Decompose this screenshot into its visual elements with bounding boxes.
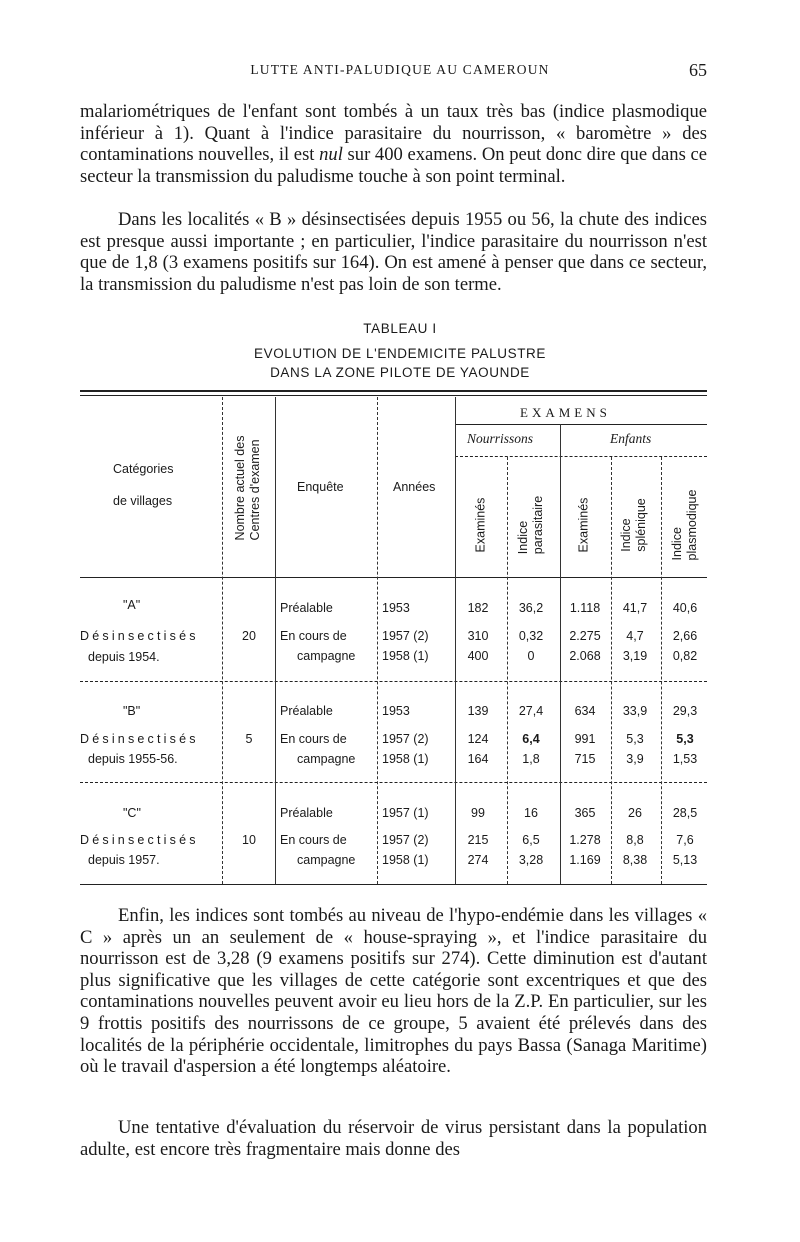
running-head [0,62,800,86]
table-title-line2: DANS LA ZONE PILOTE DE YAOUNDE [270,365,530,380]
header-bottom-rule [80,577,707,578]
header-indice-splenique-1: Indice [619,518,633,552]
group-b-row2-e-exam: 991 [574,732,596,746]
table-bottom-rule [80,884,707,885]
group-a-label: "A" [123,598,141,612]
group-b-row2-n-ip: 6,4 [522,732,540,746]
group-c-row2-e-is: 8,8 [626,833,644,847]
group-b-row1-e-is: 33,9 [622,704,648,718]
header-annees: Années [393,480,436,494]
group-b-row2-enquete: En cours de [280,732,347,746]
group-a-row1-e-is: 41,7 [622,601,648,615]
group-a-row3-annee: 1958 (1) [382,649,429,663]
group-a-row2-e-exam: 2.275 [569,629,601,643]
header-indice-plasmodique-1: Indice [670,527,684,561]
group-c-row1-annee: 1957 (1) [382,806,429,820]
group-a-row2-enquete: En cours de [280,629,347,643]
header-indice-parasitaire-1: Indice [516,520,530,555]
group-b-row2-e-ipl: 5,3 [676,732,694,746]
group-c-row2-annee: 1957 (2) [382,833,429,847]
header-e-examines-text: Examinés [576,497,591,553]
group-b-bottom-rule [80,782,707,783]
group-a-row2-e-is: 4,7 [626,629,644,643]
group-b-row1-enquete: Préalable [280,704,333,718]
paragraph-4: Une tentative d'évaluation du réservoir de virus persistant dans la population adulte, est encore très fragmentaire mais donne des [80,1117,707,1160]
header-nombre-1: Nombre actuel des [233,435,247,541]
header-enquete: Enquête [297,480,344,494]
header-indice-parasitaire-2: parasitaire [531,495,545,555]
group-a-centres: 20 [242,629,256,643]
examens-underline [455,424,707,425]
group-a-row2-n-ip: 0,32 [518,629,544,643]
group-c-desc: Désinsectisés [80,833,199,847]
table-top-rule-thin [80,395,707,396]
group-b-row3-e-exam: 715 [574,752,596,766]
group-b-desc: Désinsectisés [80,732,199,746]
group-c-row2-n-exam: 215 [467,833,489,847]
group-b-row2-e-is: 5,3 [626,732,644,746]
header-n-examines [474,498,489,553]
header-indice-parasitaire [516,496,546,554]
group-b-since: depuis 1955-56. [88,752,178,766]
group-c-row2-n-ip: 6,5 [522,833,540,847]
group-a-row2-e-ipl: 2,66 [672,629,698,643]
group-a-desc: Désinsectisés [80,629,199,643]
group-a-row3-n-ip: 0 [527,649,535,663]
group-a-row3-e-is: 3,19 [622,649,648,663]
group-b-row3-n-ip: 1,8 [522,752,540,766]
group-b-row3-e-is: 3,9 [626,752,644,766]
group-a-row1-annee: 1953 [382,601,410,615]
paragraph-1-emphasis: nul [319,144,343,166]
group-b-row3-n-exam: 164 [467,752,489,766]
header-nombre [233,436,263,541]
group-c-row1-e-ipl: 28,5 [672,806,698,820]
group-a-row3-e-exam: 2.068 [569,649,601,663]
subgroup-underline [455,456,707,457]
group-a-row1-enquete: Préalable [280,601,333,615]
paragraph-3: Enfin, les indices sont tombés au niveau de l'hypo-endémie dans les villages « C » après un an seulement de « house-spraying », et l'indice parasitaire du nourrisson est de 3,28 (9 examens positifs sur 274). Cette diminution est d'autant plus significative que les villages de cette catégorie sont excentriques et que des contaminations nouvelles peuvent avoir eu lieu hors de la Z.P. En particulier, sur les 9 frottis positifs des nourrissons de ce groupe, 5 avaient été prélevés dans des localités de la périphérie occidentale, limitrophes du pays Bassa (Sanaga Maritime) où le travail d'aspersion a été longtemps aléatoire. [80,905,707,1078]
group-c-row3-enquete: campagne [297,853,356,867]
header-indice-splenique-2: splénique [634,498,648,552]
group-b-centres: 5 [245,732,253,746]
header-categories-1: Catégories [113,462,174,476]
group-a-row3-enquete: campagne [297,649,356,663]
group-b-row2-annee: 1957 (2) [382,732,429,746]
paragraph-2: Dans les localités « B » désinsectisées depuis 1955 ou 56, la chute des indices est presque aussi importante ; en particulier, l'indice parasitaire du nourrisson n'est que de 1,8 (3 examens positifs sur 164). On est amené à penser que dans ce secteur, la transmission du paludisme n'est pas loin de son terme. [80,209,707,295]
paragraph-1-text-end: sur 400 examens. On peut donc dire que dans ce secteur la transmission du paludisme touche à son point terminal. [80,144,707,187]
group-c-since: depuis 1957. [88,853,160,867]
table-title-line1: EVOLUTION DE L'ENDEMICITE PALUSTRE [253,346,547,361]
group-c-row3-e-ipl: 5,13 [672,853,698,867]
group-c-label: "C" [123,806,141,820]
group-c-row3-e-exam: 1.169 [569,853,601,867]
group-c-row2-enquete: En cours de [280,833,347,847]
header-e-examines [577,498,592,553]
table-top-rule [80,390,707,392]
group-c-row1-e-is: 26 [628,806,642,820]
page-number: 65 [689,60,707,80]
group-c-row1-enquete: Préalable [280,806,333,820]
group-b-label: "B" [123,704,141,718]
group-b-row3-annee: 1958 (1) [382,752,429,766]
paragraph-1 [80,101,707,187]
group-b-row1-e-ipl: 29,3 [672,704,698,718]
group-c-centres: 10 [242,833,256,847]
group-a-row1-e-ipl: 40,6 [672,601,698,615]
group-b-row3-e-ipl: 1,53 [672,752,698,766]
group-c-row2-e-ipl: 7,6 [676,833,694,847]
group-a-since: depuis 1954. [88,650,160,664]
group-a-row2-n-exam: 310 [467,629,489,643]
group-b-row1-annee: 1953 [382,704,410,718]
group-a-row1-n-exam: 182 [467,601,489,615]
group-b-row1-n-exam: 139 [467,704,489,718]
group-b-row1-n-ip: 27,4 [518,704,544,718]
paragraph-1-text: malariométriques de l'enfant sont tombés à un taux très bas (indice plasmodique inférieur à 1). Quant à l'indice parasitaire du nourrisson, « baromètre » des contaminations nouvelles, il est [80,101,707,166]
group-c-row2-e-exam: 1.278 [569,833,601,847]
group-b-row2-n-exam: 124 [467,732,489,746]
group-c-row1-n-ip: 16 [524,806,538,820]
table-label: TABLEAU I [363,321,437,336]
group-a-row1-e-exam: 1.118 [569,601,601,615]
header-indice-plasmodique [670,490,700,561]
header-categories-2: de villages [113,494,173,508]
group-c-row1-n-exam: 99 [471,806,485,820]
header-examens: EXAMENS [520,405,611,420]
group-c-row3-n-ip: 3,28 [518,853,544,867]
group-c-row1-e-exam: 365 [574,806,596,820]
header-indice-plasmodique-2: plasmodique [685,489,699,561]
group-a-row2-annee: 1957 (2) [382,629,429,643]
group-c-row3-annee: 1958 (1) [382,853,429,867]
running-title: LUTTE ANTI-PALUDIQUE AU CAMEROUN [250,62,550,77]
group-a-row3-e-ipl: 0,82 [672,649,698,663]
group-c-row3-n-exam: 274 [467,853,489,867]
group-b-row3-enquete: campagne [297,752,356,766]
group-c-row3-e-is: 8,38 [622,853,648,867]
group-b-row1-e-exam: 634 [574,704,596,718]
header-indice-splenique [619,498,649,552]
header-n-examines-text: Examinés [473,497,488,553]
group-a-bottom-rule [80,681,707,682]
header-nourrissons: Nourrissons [467,431,534,446]
header-nombre-2: Centres d'examen [248,439,262,541]
group-a-row1-n-ip: 36,2 [518,601,544,615]
group-a-row3-n-exam: 400 [467,649,489,663]
header-enfants: Enfants [610,431,652,446]
col-line-3 [377,397,378,884]
